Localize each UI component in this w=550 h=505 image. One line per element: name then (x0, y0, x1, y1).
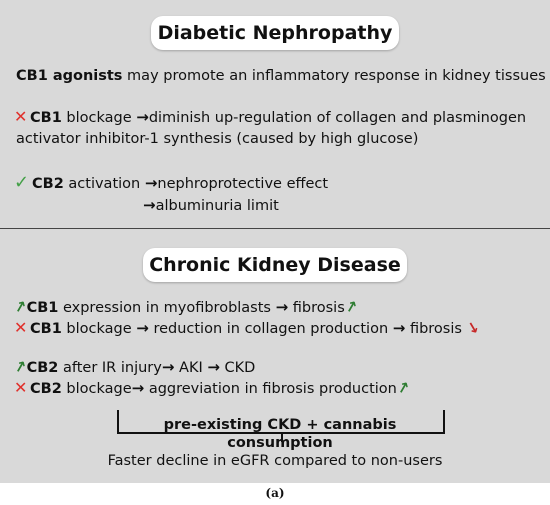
figure-caption: (a) (265, 486, 285, 500)
diabetic-line-4 (143, 195, 279, 216)
up-arrow-icon: ↑ (10, 356, 31, 378)
blockage-text: blockage (61, 110, 137, 126)
egfr-decline-text: Faster decline in eGFR compared to non-users (107, 453, 443, 469)
activation-text: activation (63, 176, 145, 192)
arrow-right-icon: → (207, 358, 220, 376)
fibrosis-text: fibrosis (409, 321, 462, 337)
diabetic-line-2 (14, 107, 526, 128)
diabetic-line-3 (14, 173, 328, 194)
cannabis-consumption-label: pre-existing CKD + cannabis consumption (163, 417, 397, 451)
cb1-label: CB1 (26, 300, 59, 316)
arrow-right-icon: → (392, 319, 406, 337)
ckd-line-3 (10, 356, 256, 378)
check-icon: ✓ (14, 172, 30, 193)
blockage-text: blockage (61, 381, 132, 397)
ckd-text: CKD (224, 360, 256, 376)
up-arrow-icon: ↑ (10, 296, 31, 318)
arrow-right-icon: → (275, 298, 289, 316)
aki-text: AKI (179, 360, 208, 376)
arrow-right-icon: → (144, 174, 158, 192)
cross-icon: ✕ (14, 107, 28, 126)
cb1-agonists-label: CB1 agonists (16, 68, 123, 84)
diabetic-line-1 (16, 66, 546, 86)
expression-text: expression in myofibroblasts (58, 300, 276, 316)
arrow-right-icon: → (136, 108, 149, 126)
diabetic-line-2-cont: activator inhibitor-1 synthesis (caused by high glucose) (16, 131, 419, 147)
diabetic-line-1-text: may promote an inflammatory response in kidney tissues (122, 68, 546, 84)
aggreviation-text: aggreviation in fibrosis production (148, 381, 397, 397)
blockage-text: blockage (61, 321, 137, 337)
section-divider (0, 228, 550, 229)
cb2-label: CB2 (26, 360, 59, 376)
cb2-label: CB2 (32, 176, 64, 192)
nephroprotective-text: nephroprotective effect (157, 176, 329, 192)
cb1-label: CB1 (30, 321, 62, 337)
cross-icon: ✕ (14, 318, 28, 337)
ckd-line-2 (14, 317, 483, 339)
down-arrow-icon: ↓ (462, 317, 483, 339)
albuminuria-text: albuminuria limit (155, 198, 279, 214)
fibrosis-text: fibrosis (292, 300, 345, 316)
cb1-label: CB1 (30, 110, 62, 126)
up-arrow-icon: ↑ (393, 377, 414, 399)
arrow-right-icon: → (131, 379, 145, 397)
cb2-label: CB2 (30, 381, 62, 397)
diabetic-title: Diabetic Nephropathy (151, 16, 399, 50)
diminish-text: diminish up-regulation of collagen and plasminogen (148, 110, 527, 126)
arrow-right-icon: → (161, 358, 175, 376)
reduction-text: reduction in collagen production (153, 321, 393, 337)
ckd-line-4 (14, 377, 414, 399)
arrow-right-icon: → (136, 319, 149, 337)
arrow-right-icon: → (143, 196, 156, 214)
up-arrow-icon: ↑ (341, 296, 362, 318)
ckd-line-1 (10, 296, 362, 318)
ir-injury-text: after IR injury (58, 360, 162, 376)
ckd-title: Chronic Kidney Disease (143, 248, 407, 282)
cross-icon: ✕ (14, 378, 28, 397)
